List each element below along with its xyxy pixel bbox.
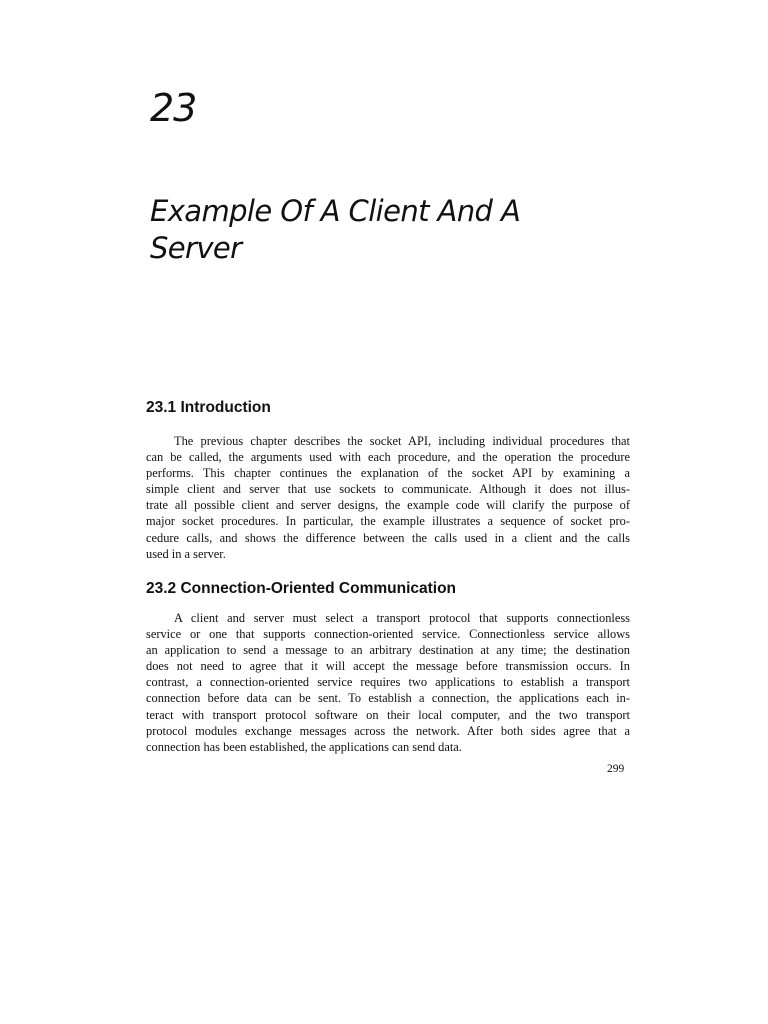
paragraph-line: connection has been established, the applications can send data. [146, 739, 462, 754]
paragraph-line: connection before data can be sent. To establish a connection, the applications each in- [146, 691, 630, 706]
paragraph-line: major socket procedures. In particular, the example illustrates a sequence of socket pro- [146, 514, 630, 529]
chapter-title: Example Of A Client And A Server [150, 194, 521, 265]
paragraph-line: used in a server. [146, 546, 226, 561]
paragraph-line: cedure calls, and shows the difference between the calls used in a client and the calls [146, 530, 630, 545]
paragraph-line: an application to send a message to an arbitrary destination at any time; the destination [146, 643, 630, 658]
paragraph-line: The previous chapter describes the socket API, including individual procedures that [174, 434, 630, 448]
section-heading-connection-oriented: 23.2 Connection-Oriented Communication [146, 580, 457, 597]
paragraph-line: A client and server must select a transport protocol that supports connectionless [174, 611, 630, 625]
paragraph-line: does not need to agree that it will accept the message before transmission occurs. In [146, 659, 630, 674]
chapter-number: 23 [150, 86, 197, 130]
paragraph-line: trate all possible client and server designs, the example code will clarify the purpose of [146, 498, 630, 513]
paragraph-line: contrast, a connection-oriented service requires two applications to establish a transport [146, 675, 630, 690]
paragraph-line: can be called, the arguments used with each procedure, and the operation the procedure [146, 450, 630, 465]
paragraph-line: simple client and server that use sockets to communicate. Although it does not illus- [146, 482, 630, 497]
paragraph-line: service or one that supports connection-oriented service. Connectionless service allows [146, 627, 630, 642]
paragraph-line: teract with transport protocol software on their local computer, and the two transport [146, 707, 630, 722]
connection-oriented-paragraph [146, 610, 630, 755]
paragraph-line: protocol modules exchange messages across the network. After both sides agree that a [146, 723, 630, 738]
section-heading-introduction: 23.1 Introduction [146, 399, 271, 416]
page-number: 299 [607, 763, 625, 775]
introduction-paragraph [146, 433, 630, 562]
paragraph-line: performs. This chapter continues the explanation of the socket API by examining a [146, 466, 630, 481]
